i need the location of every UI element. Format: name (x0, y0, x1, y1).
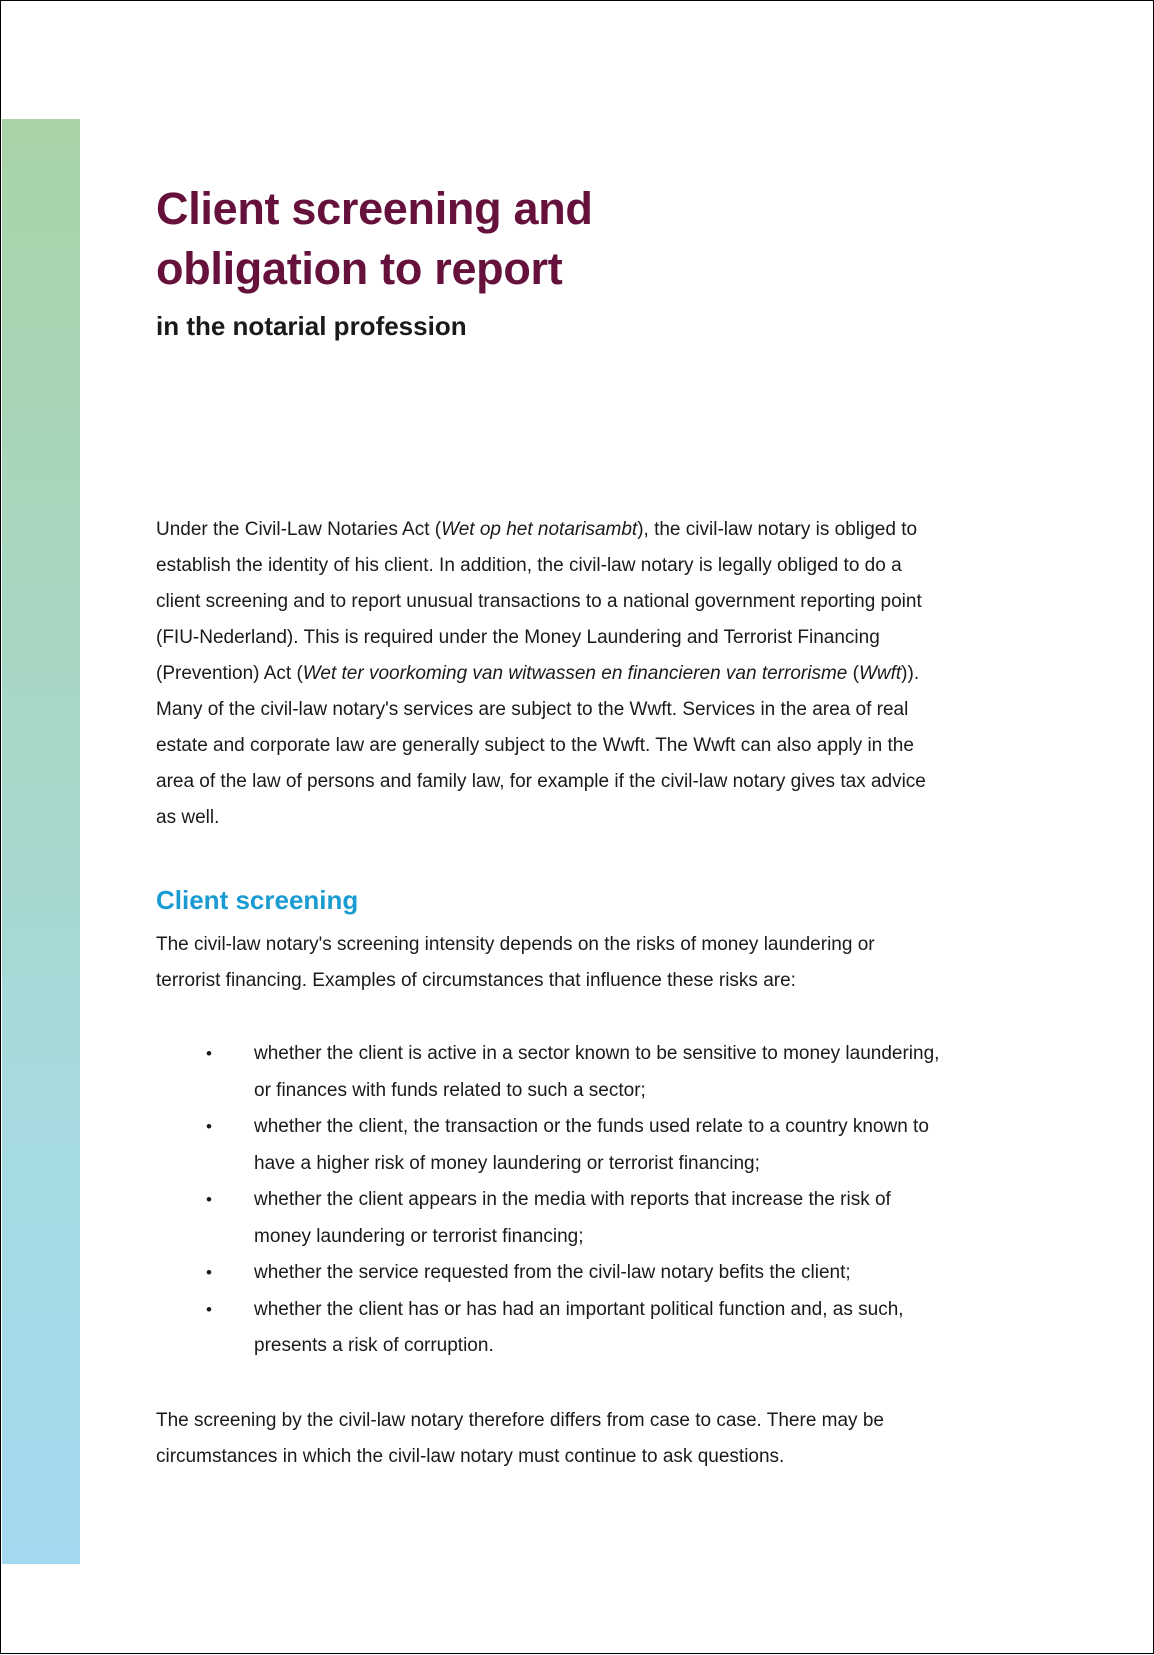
intro-line-6: Many of the civil-law notary's services are subject to the Wwft. Services in the area of real (156, 699, 909, 720)
bullet-icon: • (206, 1117, 212, 1136)
intro-line-5-italic-b: Wet ter voorkoming van witwassen en financieren van terrorisme (302, 663, 848, 684)
list-item-line: have a higher risk of money laundering or terrorist financing; (254, 1152, 760, 1174)
closing-line-2: circumstances in which the civil-law notary must continue to ask questions. (156, 1446, 785, 1467)
page-title-line-1: Client screening and (156, 183, 593, 234)
list-item (156, 1036, 1016, 1109)
intro-paragraph (156, 512, 1016, 836)
page-title (156, 179, 593, 299)
intro-line-7: estate and corporate law are generally subject to the Wwft. The Wwft can also apply in the (156, 735, 914, 756)
page-subtitle: in the notarial profession (156, 311, 467, 341)
bullet-icon: • (206, 1044, 212, 1063)
risk-circumstances-list (156, 1036, 1016, 1365)
intro-line-1 (156, 512, 1016, 548)
intro-line-2: establish the identity of his client. In addition, the civil-law notary is legally obliged to do a (156, 555, 902, 576)
intro-line-5-text-c: ( (847, 663, 859, 684)
bullet-icon: • (206, 1263, 212, 1282)
list-item (156, 1109, 1016, 1182)
bullet-icon: • (206, 1299, 212, 1319)
list-item-line: money laundering or terrorist financing; (254, 1225, 584, 1247)
list-item-line: whether the service requested from the civil-law notary befits the client; (254, 1262, 851, 1283)
intro-line-9: as well. (156, 807, 220, 828)
bullet-icon: • (206, 1190, 212, 1209)
page-number: 1 (40, 1636, 51, 1655)
screening-intro-line-2: terrorist financing. Examples of circumstances that influence these risks are: (156, 970, 796, 991)
list-item-line: whether the client has or has had an important political function and, as such, (254, 1298, 904, 1320)
intro-line-3: client screening and to report unusual transactions to a national government reporting point (156, 591, 922, 612)
section-heading-client-screening: Client screening (156, 885, 359, 915)
list-item-line: presents a risk of corruption. (254, 1335, 494, 1356)
intro-line-5-italic-d: Wwft (858, 663, 902, 684)
closing-paragraph (156, 1403, 1016, 1475)
list-item-line: whether the client appears in the media with reports that increase the risk of (254, 1189, 891, 1210)
intro-line-4: (FIU-Nederland). This is required under the Money Laundering and Terrorist Financing (156, 627, 880, 648)
list-item-line: whether the client is active in a sector known to be sensitive to money laundering, (254, 1043, 940, 1064)
intro-line-5-text-e: )). (901, 663, 920, 684)
closing-line-1: The screening by the civil-law notary therefore differs from case to case. There may be (156, 1410, 884, 1431)
side-color-bar (2, 119, 80, 1655)
list-item (156, 1182, 1016, 1255)
intro-line-5 (156, 656, 1016, 692)
list-item (156, 1255, 1016, 1292)
list-item-line: or finances with funds related to such a sector; (254, 1079, 646, 1101)
intro-line-5-text-a: (Prevention) Act ( (156, 663, 303, 684)
page-title-line-2: obligation to report (156, 243, 563, 294)
list-item-line: whether the client, the transaction or the funds used relate to a country known to (254, 1116, 929, 1137)
intro-line-1-text-a: Under the Civil-Law Notaries Act ( (156, 519, 442, 540)
screening-intro-paragraph (156, 927, 1016, 999)
intro-line-8: area of the law of persons and family law, for example if the civil-law notary gives tax advice (156, 771, 926, 792)
list-item (156, 1292, 1016, 1365)
screening-intro-line-1: The civil-law notary's screening intensity depends on the risks of money laundering or (156, 934, 875, 955)
intro-line-1-italic: Wet op het notarisambt (441, 519, 638, 540)
intro-line-1-text-c: ), the civil-law notary is obliged to (637, 519, 918, 540)
